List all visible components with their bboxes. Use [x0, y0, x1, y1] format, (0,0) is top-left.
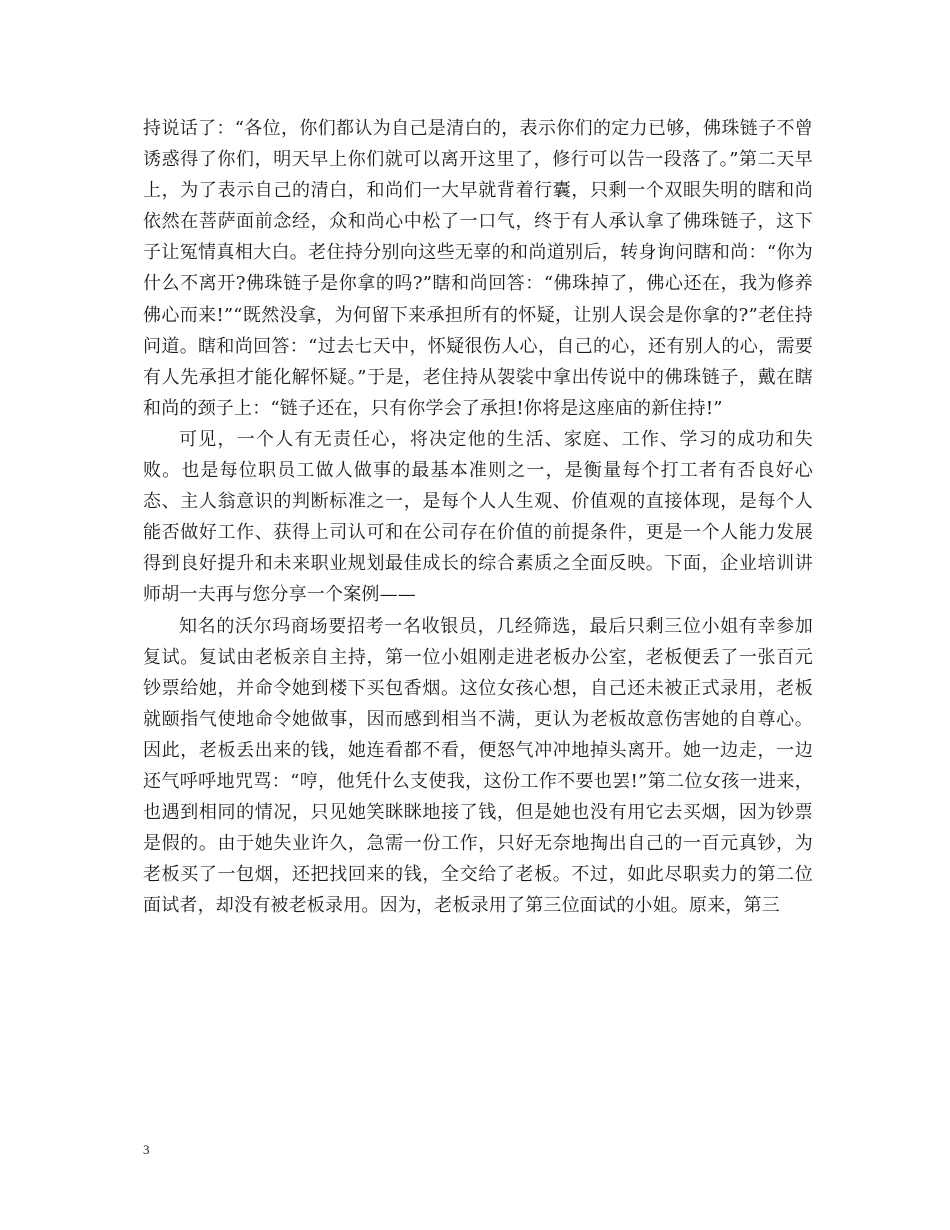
paragraph-walmart-case: 知名的沃尔玛商场要招考一名收银员，几经筛选，最后只剩三位小姐有幸参加复试。复试由老板亲自主持，第一位小姐刚走进老板办公室，老板便丢了一张百元钞票给她，并命令她到楼下买包香烟。这位女孩心想，自己还未被正式录用，老板就颐指气使地命令她做事，因而感到相当不满，更认为老板故意伤害她的自尊心。因此，老板丢出来的钱，她连看都不看，便怒气冲冲地掉头离开。她一边走，一边还气呼呼地咒骂：“哼，他凭什么支使我，这份工作不要也罢!”第二位女孩一进来，也遇到相同的情况，只见她笑眯眯地接了钱，但是她也没有用它去买烟，因为钞票是假的。由于她失业许久，急需一份工作，只好无奈地掏出自己的一百元真钞，为老板买了一包烟，还把找回来的钱，全交给了老板。不过，如此尽职卖力的第二位面试者，却没有被老板录用。因为，老板录用了第三位面试的小姐。原来，第三	[143, 615, 813, 917]
paragraph-responsibility: 可见，一个人有无责任心，将决定他的生活、家庭、工作、学习的成功和失败。也是每位职员工做人做事的最基本准则之一，是衡量每个打工者有否良好心态、主人翁意识的判断标准之一，是每个人人生观、价值观的直接体现，是每个人能否做好工作、获得上司认可和在公司存在价值的前提条件，更是一个人能力发展得到良好提升和未来职业规划最佳成长的综合素质之全面反映。下面，企业培训讲师胡一夫再与您分享一个案例——	[143, 428, 813, 606]
page-number: 3	[143, 1142, 150, 1157]
body-text	[143, 113, 813, 921]
paragraph-monk-story: 持说话了：“各位，你们都认为自己是清白的，表示你们的定力已够，佛珠链子不曾诱惑得了你们，明天早上你们就可以离开这里了，修行可以告一段落了。”第二天早上，为了表示自己的清白，和尚们一大早就背着行囊，只剩一个双眼失明的瞎和尚依然在菩萨面前念经，众和尚心中松了一口气，终于有人承认拿了佛珠链子，这下子让冤情真相大白。老住持分别向这些无辜的和尚道别后，转身询问瞎和尚：“你为什么不离开?佛珠链子是你拿的吗?”瞎和尚回答：“佛珠掉了，佛心还在，我为修养佛心而来!”“既然没拿，为何留下来承担所有的怀疑，让别人误会是你拿的?”老住持问道。瞎和尚回答：“过去七天中，怀疑很伤人心，自己的心，还有别人的心，需要有人先承担才能化解怀疑。”于是，老住持从袈裟中拿出传说中的佛珠链子，戴在瞎和尚的颈子上：“链子还在，只有你学会了承担!你将是这座庙的新住持!”	[143, 118, 813, 419]
